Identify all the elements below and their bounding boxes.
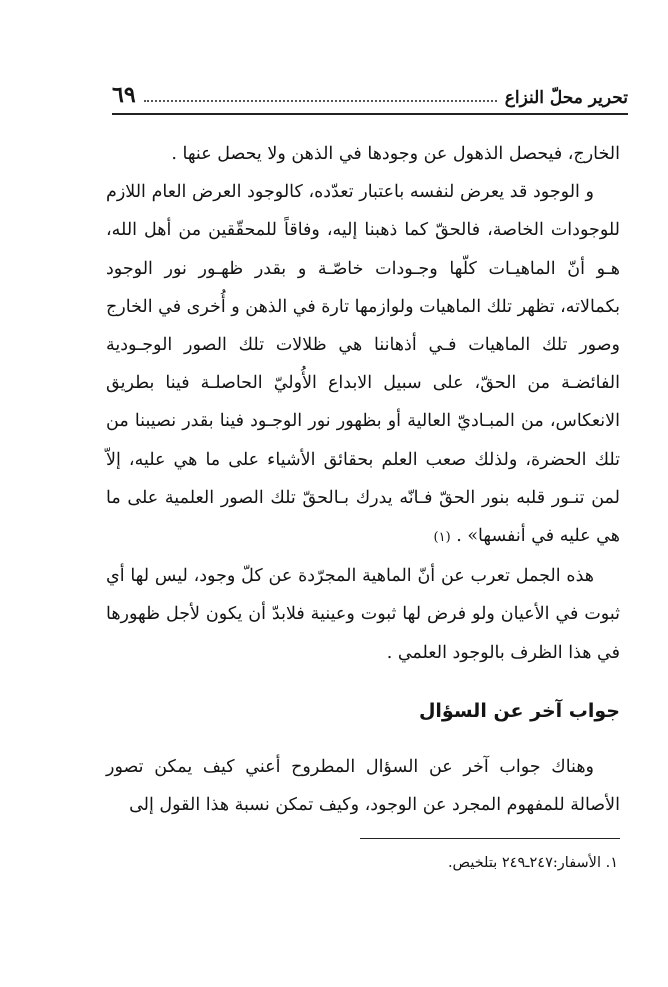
main-text [106, 135, 620, 672]
footnote: ١. الأسفار:٢٤٧ـ٢٤٩ بتلخيص. [447, 855, 618, 871]
footnote-marker: (١) [433, 530, 451, 546]
section-text [106, 748, 620, 824]
leader-dots [144, 99, 497, 102]
page-number: ٦٩ [112, 82, 136, 108]
footnote-rule [360, 838, 620, 839]
section-paragraph: وهناك جواب آخر عن السؤال المطروح أعني كيف يمكن تصور الأصالة للمفهوم المجرد عن الوجود، وكيف تمكن نسبة هذا القول إلى [106, 757, 620, 816]
running-head [112, 78, 628, 108]
paragraph-1: الخارج، فيحصل الذهول عن وجودها في الذهن ولا يحصل عنها . [171, 144, 620, 164]
section-heading: جواب آخر عن السؤال [418, 700, 620, 722]
running-head-title: تحرير محلّ النزاع [504, 88, 628, 108]
paragraph-3: هذه الجمل تعرب عن أنّ الماهية المجرّدة عن كلّ وجود، ليس لها أي ثبوت في الأعيان ولو فرض لها ثبوت وعينية فلابدّ أن يكون لأجل ظهورها في هذا الظرف بالوجود العلمي . [106, 566, 620, 663]
paragraph-2-text: و الوجود قد يعرض لنفسه باعتبار تعدّده، كالوجود العرض العام اللازم للوجودات الخاصة، فالحقّ كما ذهبنا إليه، وفاقاً للمحقّقين من أهل الله، هـو أنّ الماهيـات كلّها وجـودات خاصّـة و بقدر ظهـور نور الوجود بكمالاته، تظهر تلك الماهيات ولوازمها تارة في الذهن و أُخرى في الخارج وصور تلك الماهيات فـي أذهاننا هي ظلالات تلك الصور الوجـودية الفائضـة من الحقّ، على سبيل الابداع الأُوليّ الحاصلـة فينا بطريق الانعكاس، من المبـاديّ العالية أو بظهور نور الوجـود فينا بقدر نصيبنا من تلك الحضرة، ولذلك صعب العلم بحقائق الأشياء على ما هي عليه، إلاّ لمن تنـور قلبه بنور الحقّ فـانّه يدرك بـالحقّ تلك الصور العلمية على ما هي عليه في أنفسها» . [106, 182, 620, 547]
paragraph-2 [106, 173, 620, 557]
header-rule [112, 113, 628, 115]
